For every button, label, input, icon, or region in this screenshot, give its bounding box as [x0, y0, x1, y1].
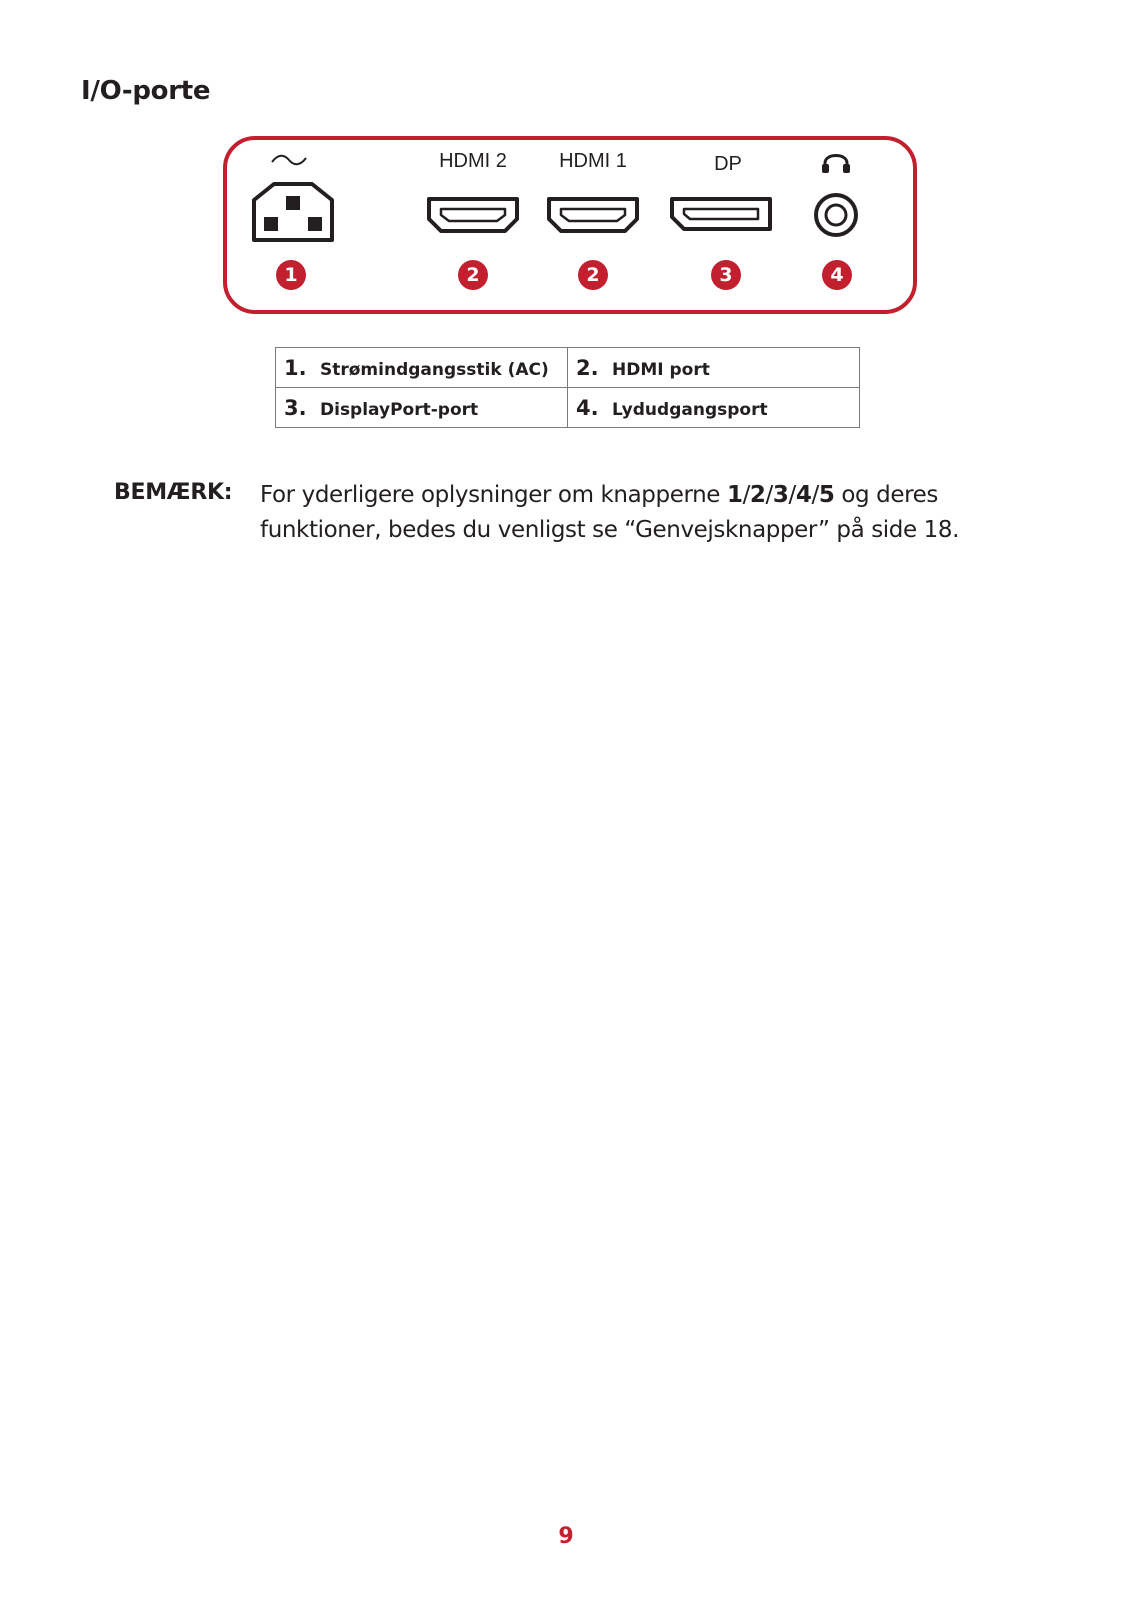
io-ports-diagram — [222, 135, 918, 315]
port-legend-table — [275, 347, 860, 428]
note-key: 5 — [818, 482, 835, 508]
note-key: 1 — [726, 482, 743, 508]
note-separator: / — [742, 482, 750, 508]
note-label: BEMÆRK: — [114, 480, 233, 505]
note-separator: / — [811, 482, 819, 508]
legend-label: DisplayPort-port — [320, 399, 479, 420]
legend-number: 4. — [576, 395, 599, 420]
port-badge: 3 — [711, 260, 741, 290]
hdmi-port-icon — [545, 195, 641, 235]
port-badge: 2 — [458, 260, 488, 290]
legend-label: Strømindgangsstik (AC) — [320, 359, 549, 380]
headphone-jack-icon — [812, 191, 860, 239]
legend-cell — [276, 348, 568, 388]
note-separator: / — [765, 482, 773, 508]
page-number: 9 — [558, 1524, 574, 1549]
section-title: I/O-porte — [81, 76, 211, 106]
port-label-dp: DP — [714, 153, 742, 175]
legend-cell — [568, 388, 860, 428]
note-text-before: For yderligere oplysninger om knapperne — [260, 482, 727, 508]
note-key: 2 — [749, 482, 766, 508]
legend-number: 2. — [576, 355, 599, 380]
port-label-hdmi2: HDMI 2 — [439, 150, 507, 172]
headphone-icon — [820, 149, 852, 175]
port-badge: 1 — [276, 260, 306, 290]
hdmi-port-icon — [425, 195, 521, 235]
table-row — [276, 348, 860, 388]
legend-cell — [568, 348, 860, 388]
note-key: 3 — [772, 482, 789, 508]
ac-power-icon — [250, 180, 336, 246]
legend-label: Lydudgangsport — [612, 399, 768, 420]
legend-label: HDMI port — [612, 359, 710, 380]
displayport-icon — [668, 195, 774, 233]
ac-tilde-icon — [264, 153, 314, 167]
note-text — [260, 478, 1000, 548]
note-key: 4 — [795, 482, 812, 508]
note-separator: / — [788, 482, 796, 508]
legend-number: 3. — [284, 395, 307, 420]
legend-cell — [276, 388, 568, 428]
legend-number: 1. — [284, 355, 307, 380]
port-label-hdmi1: HDMI 1 — [559, 150, 627, 172]
table-row — [276, 388, 860, 428]
note-text-after: og deres funktioner, bedes du venligst se “Genvejsknapper” på side 18. — [260, 482, 959, 543]
port-badge: 2 — [578, 260, 608, 290]
port-badge: 4 — [822, 260, 852, 290]
